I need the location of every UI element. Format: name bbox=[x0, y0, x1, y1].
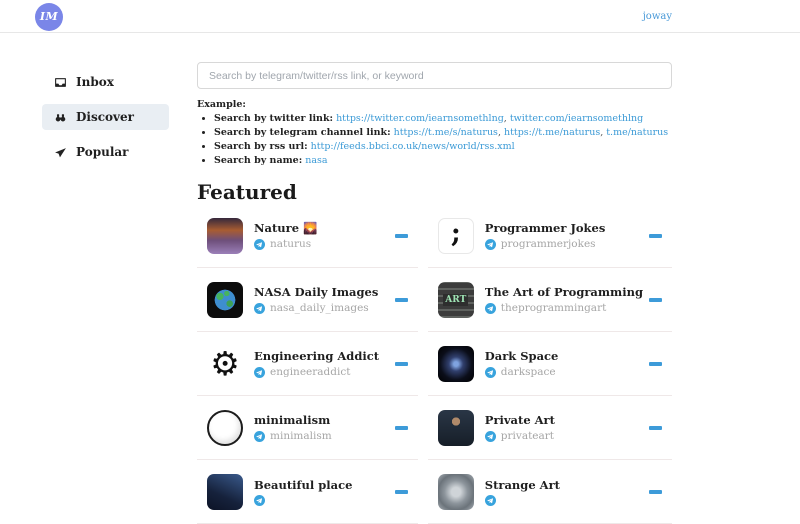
minus-icon bbox=[649, 362, 662, 366]
feed-handle-text: nasa_daily_images bbox=[270, 302, 369, 314]
feed-handle-text: programmerjokes bbox=[500, 238, 596, 250]
example-link[interactable]: https://twitter.com/iearnsomethlng bbox=[336, 113, 504, 124]
featured-grid bbox=[197, 204, 672, 524]
telegram-icon bbox=[254, 303, 265, 314]
sidebar bbox=[0, 33, 197, 524]
feed-item bbox=[428, 460, 672, 524]
feed-meta bbox=[254, 349, 389, 378]
feed-thumbnail bbox=[207, 410, 243, 446]
remove-feed-button[interactable] bbox=[643, 420, 668, 436]
example-link[interactable]: http://feeds.bbci.co.uk/news/world/rss.xml bbox=[310, 141, 515, 152]
feed-meta bbox=[485, 413, 643, 442]
thumbnail-text: ; bbox=[450, 217, 461, 249]
feed-handle-link[interactable] bbox=[485, 302, 643, 314]
feed-meta bbox=[485, 285, 643, 314]
minus-icon bbox=[649, 234, 662, 238]
feed-title: minimalism bbox=[254, 413, 331, 427]
feed-item bbox=[197, 268, 418, 332]
feed-item bbox=[428, 204, 672, 268]
example-label: Search by name: bbox=[214, 155, 303, 166]
sidebar-item-label: Discover bbox=[76, 110, 134, 124]
feed-handle-link[interactable] bbox=[254, 302, 389, 314]
minus-icon bbox=[649, 426, 662, 430]
minus-icon bbox=[395, 298, 408, 302]
remove-feed-button[interactable] bbox=[389, 292, 414, 308]
feed-handle-text: privateart bbox=[500, 430, 555, 442]
sidebar-item-label: Popular bbox=[76, 145, 129, 159]
example-link[interactable]: twitter.com/iearnsomethlng bbox=[509, 113, 644, 124]
feed-handle-link[interactable] bbox=[254, 430, 389, 442]
separator: , bbox=[497, 127, 501, 138]
feed-item bbox=[428, 332, 672, 396]
minus-icon bbox=[649, 298, 662, 302]
sidebar-item-popular[interactable] bbox=[42, 139, 169, 165]
feed-handle-link[interactable] bbox=[254, 366, 389, 378]
example-label: Search by twitter link: bbox=[214, 113, 334, 124]
telegram-icon bbox=[485, 367, 496, 378]
feed-title: Programmer Jokes bbox=[484, 221, 606, 235]
feed-meta bbox=[485, 349, 643, 378]
app-logo[interactable]: IM bbox=[35, 3, 63, 31]
feed-thumbnail bbox=[207, 282, 243, 318]
feed-thumbnail bbox=[438, 346, 474, 382]
remove-feed-button[interactable] bbox=[643, 228, 668, 244]
feed-title: Private Art bbox=[484, 413, 555, 427]
feed-handle-text: naturus bbox=[270, 238, 312, 250]
binoculars-icon bbox=[54, 111, 67, 124]
user-profile-link[interactable]: joway bbox=[642, 10, 672, 22]
page-body bbox=[0, 33, 800, 524]
feed-thumbnail bbox=[207, 346, 243, 382]
separator: , bbox=[503, 113, 507, 124]
thumbnail-text: ⚙ bbox=[210, 345, 240, 382]
examples-section bbox=[197, 98, 672, 167]
feed-handle-text: theprogrammingart bbox=[500, 302, 607, 314]
remove-feed-button[interactable] bbox=[389, 228, 414, 244]
feed-meta bbox=[254, 285, 389, 314]
examples-title: Example: bbox=[197, 99, 246, 110]
telegram-icon bbox=[254, 239, 265, 250]
feed-handle-link[interactable] bbox=[485, 238, 643, 250]
feed-title: Strange Art bbox=[484, 477, 560, 492]
example-link[interactable]: https://t.me/s/naturus bbox=[393, 127, 498, 138]
example-item bbox=[214, 154, 672, 167]
feed-thumbnail bbox=[438, 410, 474, 446]
telegram-icon bbox=[485, 303, 496, 314]
feed-thumbnail bbox=[438, 218, 474, 254]
main-content bbox=[197, 33, 672, 524]
example-link[interactable]: t.me/naturus bbox=[606, 127, 669, 138]
feed-meta bbox=[485, 478, 643, 506]
example-label: Search by telegram channel link: bbox=[214, 127, 391, 138]
feed-item bbox=[428, 268, 672, 332]
feed-item bbox=[197, 460, 418, 524]
feed-handle-link[interactable] bbox=[254, 495, 389, 506]
minus-icon bbox=[395, 362, 408, 366]
sidebar-item-label: Inbox bbox=[76, 75, 114, 89]
feed-title: Beautiful place bbox=[254, 477, 353, 492]
feed-handle-text: darkspace bbox=[500, 366, 556, 378]
telegram-icon bbox=[254, 431, 265, 442]
feed-meta bbox=[485, 221, 643, 250]
feed-title: Nature 🌄 bbox=[254, 221, 318, 235]
separator: , bbox=[600, 127, 604, 138]
feed-handle-text: engineeraddict bbox=[270, 366, 351, 378]
top-header bbox=[0, 0, 800, 33]
feed-title: NASA Daily Images bbox=[254, 285, 379, 299]
example-item bbox=[214, 140, 672, 153]
telegram-icon bbox=[485, 431, 496, 442]
examples-list bbox=[197, 112, 672, 167]
telegram-icon bbox=[485, 495, 496, 506]
inbox-icon bbox=[54, 76, 67, 89]
remove-feed-button[interactable] bbox=[643, 292, 668, 308]
thumbnail-text: ART bbox=[445, 294, 467, 305]
feed-thumbnail bbox=[207, 218, 243, 254]
feed-item bbox=[197, 332, 418, 396]
feed-title: Engineering Addict bbox=[254, 349, 380, 363]
remove-feed-button[interactable] bbox=[389, 420, 414, 436]
sidebar-item-discover[interactable] bbox=[42, 104, 169, 130]
remove-feed-button[interactable] bbox=[389, 356, 414, 372]
feed-handle-link[interactable] bbox=[485, 366, 643, 378]
feed-handle-link[interactable] bbox=[485, 430, 643, 442]
paper-plane-icon bbox=[54, 146, 67, 159]
feed-meta bbox=[254, 478, 389, 506]
example-item bbox=[214, 126, 672, 139]
feed-title: Dark Space bbox=[484, 349, 559, 363]
remove-feed-button[interactable] bbox=[389, 484, 414, 500]
remove-feed-button[interactable] bbox=[643, 484, 668, 500]
minus-icon bbox=[649, 490, 662, 494]
example-link[interactable]: https://t.me/naturus bbox=[503, 127, 601, 138]
search-input[interactable] bbox=[197, 62, 672, 89]
telegram-icon bbox=[485, 239, 496, 250]
telegram-icon bbox=[254, 495, 265, 506]
feed-handle-text: minimalism bbox=[270, 430, 332, 442]
example-link[interactable]: nasa bbox=[305, 155, 328, 166]
featured-heading: Featured bbox=[197, 180, 297, 204]
feed-item bbox=[197, 204, 418, 268]
feed-item bbox=[428, 396, 672, 460]
minus-icon bbox=[395, 490, 408, 494]
feed-item bbox=[197, 396, 418, 460]
feed-meta bbox=[254, 221, 389, 250]
example-item bbox=[214, 112, 672, 125]
minus-icon bbox=[395, 426, 408, 430]
feed-title: The Art of Programming bbox=[484, 285, 643, 299]
feed-meta bbox=[254, 413, 389, 442]
minus-icon bbox=[395, 234, 408, 238]
sidebar-item-inbox[interactable] bbox=[42, 69, 169, 95]
remove-feed-button[interactable] bbox=[643, 356, 668, 372]
feed-handle-link[interactable] bbox=[254, 238, 389, 250]
telegram-icon bbox=[254, 367, 265, 378]
feed-thumbnail bbox=[438, 282, 474, 318]
feed-handle-link[interactable] bbox=[485, 495, 643, 506]
example-label: Search by rss url: bbox=[214, 141, 308, 152]
